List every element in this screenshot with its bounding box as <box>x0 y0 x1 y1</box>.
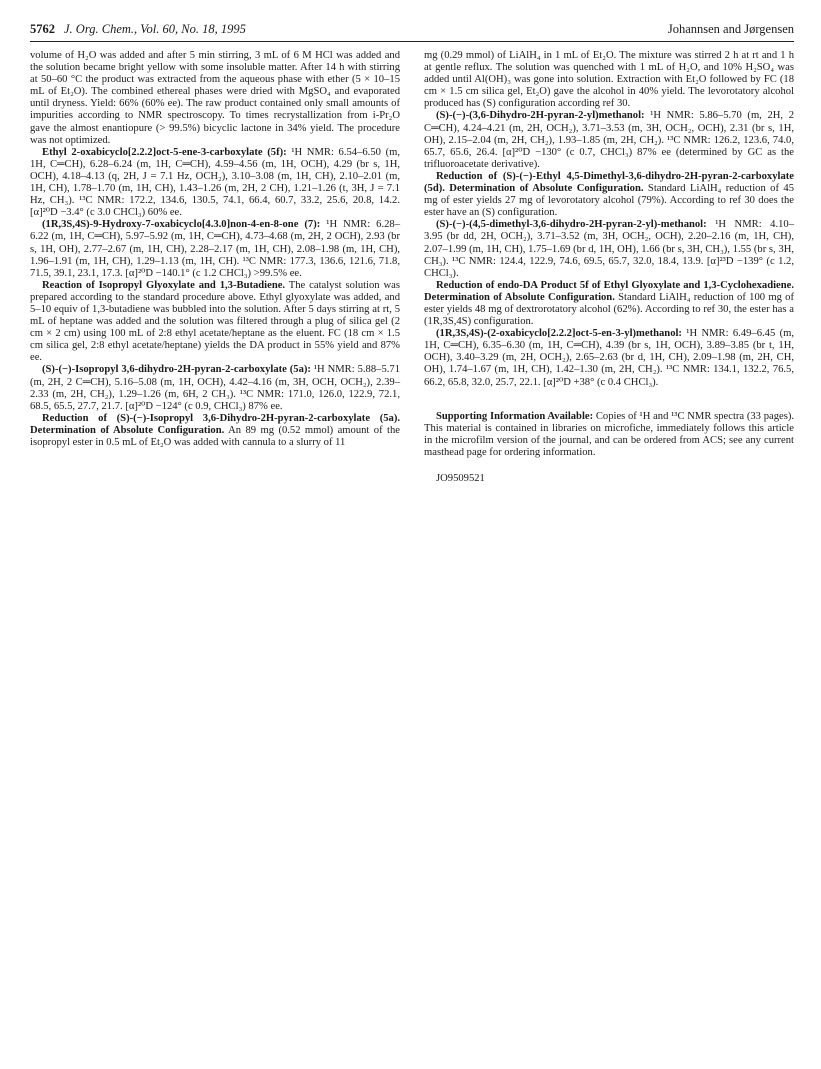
paragraph-heading: (S)-(−)-(4,5-dimethyl-3,6-dihydro-2H-pyran-2-yl)-methanol: <box>436 219 707 231</box>
right-column <box>424 50 794 485</box>
paragraph-heading: Ethyl 2-oxabicyclo[2.2.2]oct-5-ene-3-carboxylate (5f): <box>42 146 287 158</box>
page-number: 5762 <box>30 22 55 36</box>
paragraph-heading: Reaction of Isopropyl Glyoxylate and 1,3-Butadiene. <box>42 279 286 291</box>
paragraph-heading: (1R,3S,4S)-(2-oxabicyclo[2.2.2]oct-5-en-3-yl)methanol: <box>436 328 682 340</box>
paragraph-text: volume of H₂O was added and after 5 min stirring, 3 mL of 6 M HCl was added and the solution became bright yellow with some insoluble matter. After 14 h with stirring at 50–60 °C the product was extracted from the aqueous phase with ether (5 × 10–15 mL of Et₂O). The combined ethereal phases were dried with MgSO₄ and evaporated until dryness. Yield: 66% (60% ee). The raw product contained only small amounts of impurities according to NMR spectroscopy. To times recrystallization from i-Pr₂O gave the almost enantiopure (> 99.5%) bicyclic lactone in 34% yield. The procedure was not optimized. <box>30 50 400 146</box>
paragraph <box>30 280 400 365</box>
paragraph-text: mg (0.29 mmol) of LiAlH₄ in 1 mL of Et₂O. The mixture was stirred 2 h at rt and 1 h at gentle reflux. The solution was quenched with 1 mL of H₂O, and 10% H₂SO₄ was added until Al(OH)₃ was gone into solution. Extraction with Et₂O followed by FC (18 cm × 1.5 cm silica gel, Et₂O) gave the alcohol in 40% yield. The levorotatory alcohol produced has (S) configuration according ref 30. <box>424 50 794 110</box>
paragraph <box>30 413 400 449</box>
paragraph <box>424 110 794 170</box>
manuscript-code: JO9509521 <box>436 473 485 484</box>
paragraph <box>424 50 794 110</box>
paragraph-text: Standard LiAlH₄ reduction of 100 mg of ester yields 48 mg of dextrorotatory alcohol (62%). According to ref 30, the ester has a (1R,3S,4S) configuration. <box>424 291 794 328</box>
paragraph-heading: (1R,3S,4S)-9-Hydroxy-7-oxabicyclo[4.3.0]non-4-en-8-one (7): <box>42 219 321 231</box>
header-left <box>30 22 246 37</box>
journal-page <box>30 22 794 485</box>
supporting-information-text: Copies of ¹H and ¹³C NMR spectra (33 pages). This material is contained in libraries on microfiche, immediately follows this article in the microfilm version of the journal, and can be ordered from ACS; see any current masthead page for ordering information. <box>424 410 794 458</box>
paragraph <box>30 219 400 279</box>
author-names: Johannsen and Jørgensen <box>667 22 794 36</box>
paragraph <box>30 147 400 220</box>
paragraph-text: ¹H NMR: 5.88–5.71 (m, 2H, 2 C═CH), 5.16–5.08 (m, 1H, OCH), 4.42–4.16 (m, 3H, OCH, OCH₂), 2.39–2.33 (m, 2H, CH₂), 1.29–1.26 (m, 6H, 2 CH₃). ¹³C NMR: 171.0, 126.0, 122.9, 72.1, 68.5, 65.5, 27.7, 21.7. [α]²⁰D −124° (c 0.9, CHCl₃) 87% ee. <box>30 364 400 412</box>
paragraph-heading: (S)-(−)-(3,6-Dihydro-2H-pyran-2-yl)methanol: <box>436 110 645 122</box>
paragraph-text: ¹H NMR: 6.54–6.50 (m, 1H, C═CH), 6.28–6.24 (m, 1H, C═CH), 4.59–4.56 (m, 1H, OCH), 4.29 (br s, 1H, OCH), 4.18–4.13 (q, 2H, J = 7.1 Hz, OCH₂), 3.10–3.08 (m, 1H, CH), 2.10–2.01 (m, 1H, CH), 1.78–1.70 (m, 1H, CH), 1.43–1.26 (m, 2H, 2 CH), 1.21–1.26 (t, 3H, J = 7.1 Hz, CH₃). ¹³C NMR: 172.2, 134.6, 130.5, 74.1, 66.4, 60.7, 33.2, 25.6, 20.8, 14.2. [α]²⁰D −3.4° (c 3.0 CHCl₃) 60% ee. <box>30 146 400 219</box>
paragraph-text: Standard LiAlH₄ reduction of 45 mg of ester yields 27 mg of levorotatory alcohol (79%). According to ref 30 does the ester have an (S) configuration. <box>424 183 794 219</box>
paragraph <box>30 50 400 147</box>
paragraph-text: The catalyst solution was prepared according to the standard procedure above. Ethyl glyoxylate was added, and 5–10 equiv of 1,3-butadiene was bubbled into the solution. After 5 days stirring at rt, 5 mL of heptane was added and the solution was filtered through a plug of silica gel (2 cm × 2 cm) using 100 mL of 2:8 ethyl acetate/heptane as the eluent. FC (18 cm × 1.5 cm silica gel, 2:8 ethyl acetate/heptane) yields the DA product in 55% yield and 87% ee. <box>30 279 400 364</box>
paragraph-text: ¹H NMR: 5.86–5.70 (m, 2H, 2 C═CH), 4.24–4.21 (m, 2H, OCH₂), 3.71–3.53 (m, 3H, OCH₂, OCH), 2.31 (br s, 1H, OH), 2.15–2.04 (m, 2H, CH₂), 1.93–1.85 (m, 2H, CH₂). ¹³C NMR: 126.2, 123.6, 74.0, 65.7, 65.6, 26.4. [α]²⁰D −130° (c 0.7, CHCl₃) 87% ee (determined by GC as the trifluoroacetate derivative). <box>424 110 794 170</box>
paragraph-heading: Reduction of (S)-(−)-Ethyl 4,5-Dimethyl-3,6-dihydro-2H-pyran-2-carboxylate (5d). Determination of Absolute Configuration. <box>424 170 794 195</box>
paragraph-heading: Reduction of (S)-(−)-Isopropyl 3,6-Dihydro-2H-pyran-2-carboxylate (5a). Determination of Absolute Configuration. <box>30 412 400 436</box>
two-column-body <box>30 50 794 485</box>
paragraph <box>424 280 794 328</box>
paragraph <box>424 328 794 388</box>
journal-citation: J. Org. Chem., Vol. 60, No. 18, 1995 <box>64 22 246 36</box>
running-header <box>30 22 794 42</box>
left-column <box>30 50 400 485</box>
paragraph-text: ¹H NMR: 4.10–3.95 (br dd, 2H, OCH₂), 3.71–3.52 (m, 3H, OCH₂, OCH), 2.20–2.16 (m, 1H, CH), 2.07–1.99 (m, 1H, CH), 1.75–1.69 (br d, 1H, OH), 1.66 (br s, 3H, CH₃), 1.55 (br s, 3H, CH₃). ¹³C NMR: 124.4, 122.9, 74.6, 69.5, 65.7, 32.0, 18.4, 13.9. [α]²³D −139° (c 1.2, CHCl₃). <box>424 219 794 279</box>
supporting-information-heading: Supporting Information Available: <box>436 410 594 422</box>
paragraph-heading: (S)-(−)-Isopropyl 3,6-dihydro-2H-pyran-2-carboxylate (5a): <box>42 364 311 376</box>
paragraph-text: ¹H NMR: 6.28–6.22 (m, 1H, C═CH), 5.97–5.92 (m, 1H, C═CH), 4.73–4.68 (m, 2H, 2 OCH), 2.93 (br s, 1H, OH), 2.77–2.67 (m, 1H, CH), 2.28–2.17 (m, 1H, CH), 2.08–1.98 (m, 1H, CH), 1.96–1.91 (m, 1H, CH), 1.29–1.13 (m, 1H, CH). ¹³C NMR: 177.3, 136.6, 121.6, 71.8, 71.5, 39.1, 23.1, 17.3. [α]²⁰D −140.1° (c 1.2 CHCl₃) >99.5% ee. <box>30 219 401 279</box>
supporting-information <box>424 411 794 459</box>
paragraph-text: ¹H NMR: 6.49–6.45 (m, 1H, C═CH), 6.35–6.30 (m, 1H, C═CH), 4.39 (br s, 1H, OCH), 3.89–3.85 (br t, 1H, OCH), 3.40–3.29 (m, 2H, OCH₂), 2.65–2.63 (br d, 1H, CH), 2.09–1.98 (m, 2H, CH, OH), 1.74–1.67 (m, 1H, CH), 1.42–1.30 (m, 2H, CH₂). ¹³C NMR: 134.1, 132.2, 76.5, 66.2, 65.8, 32.0, 25.7, 22.1. [α]²⁰D +38° (c 0.4 CHCl₃). <box>424 328 794 388</box>
paragraph-text: An 89 mg (0.52 mmol) amount of the isopropyl ester in 0.5 mL of Et₂O was added with cannula to a slurry of 11 <box>30 424 400 448</box>
paragraph <box>424 171 794 219</box>
paragraph <box>30 364 400 412</box>
paragraph <box>424 219 794 279</box>
section-gap <box>424 389 794 411</box>
section-gap <box>424 459 794 473</box>
paragraph-heading: Reduction of endo-DA Product 5f of Ethyl Glyoxylate and 1,3-Cyclohexadiene. Determination of Absolute Configuration. <box>424 279 794 303</box>
